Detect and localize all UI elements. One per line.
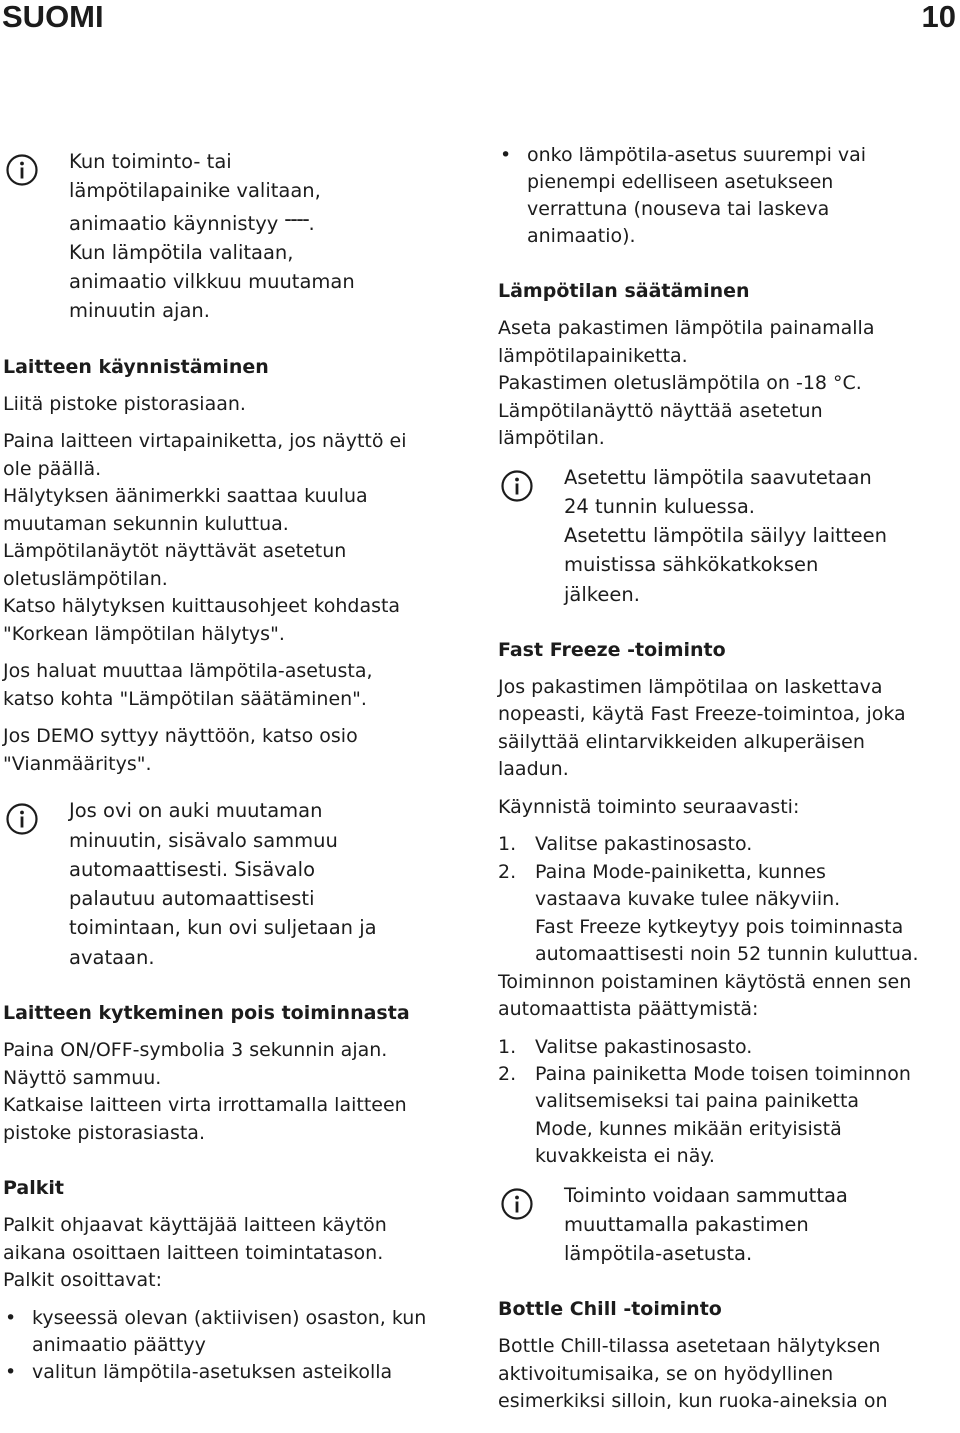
page-header [0, 0, 960, 34]
info-icon [500, 469, 534, 503]
list-item: • valitun lämpötila-asetuksen asteikolla [3, 1359, 468, 1386]
list-item: 2. Paina painiketta Mode toisen toiminnon valitsemiseksi tai paina painiketta Mode, kunnes mikään erityisistä kuvakkeista ei näy. [498, 1062, 911, 1168]
list-item: 2. Paina Mode-painiketta, kunnes vastaava kuvake tulee näkyviin. Fast Freeze kytkeytyy pois toiminnasta automaattisesti noin 52 tunnin kuluttua. [498, 860, 919, 966]
paragraph: Toiminnon poistaminen käytöstä ennen sen automaattista päättymistä: [498, 970, 912, 1021]
section-heading-bottle-chill: Bottle Chill -toiminto [498, 1298, 722, 1321]
left-column [3, 147, 468, 1386]
list-item: • kyseessä olevan (aktiivisen) osaston, kun animaatio päättyy [3, 1305, 468, 1359]
note-line: Kun lämpötila valitaan, [69, 240, 294, 264]
paragraph: Paina laitteen virtapainiketta, jos näyttö ei ole päällä. Hälytyksen äänimerkki saattaa kuulua muutaman sekunnin kuluttua. Lämpötilanäytöt näyttävät asetetun oletuslämpötilan. Katso hälytyksen kuittausohjeet kohdasta "Korkean lämpötilan hälytys". [3, 430, 407, 645]
section-heading-fast-freeze: Fast Freeze -toiminto [498, 638, 726, 661]
note-line: animaatio vilkkuu muutaman [69, 270, 355, 294]
info-note-temperature: Asetettu lämpötila saavutetaan 24 tunnin kuluessa. Asetettu lämpötila säilyy laitteen muistissa sähkökatkoksen jälkeen. [498, 463, 958, 609]
section-heading-bars: Palkit [3, 1177, 64, 1200]
paragraph: Aseta pakastimen lämpötila painamalla lämpötilapainiketta. Pakastimen oletuslämpötila on -18 °C. Lämpötilanäyttö näyttää asetetun lämpötilan. [498, 317, 875, 449]
note-line: minuutin ajan. [69, 299, 210, 323]
right-column [498, 142, 958, 1416]
bullet-list [3, 1305, 468, 1386]
paragraph: Liitä pistoke pistorasiaan. [3, 392, 246, 415]
paragraph: Jos DEMO syttyy näyttöön, katso osio "Vianmääritys". [3, 725, 358, 775]
steps-list [498, 1034, 958, 1171]
language-label: SUOMI [2, 0, 104, 34]
paragraph: Käynnistä toiminto seuraavasti: [498, 795, 800, 818]
info-note-light: Jos ovi on auki muutaman minuutin, sisävalo sammuu automaattisesti. Sisävalo palautuu automaattisesti toimintaan, kun ovi suljetaan ja avataan. [3, 796, 468, 972]
info-icon [5, 802, 39, 836]
paragraph: Paina ON/OFF-symbolia 3 sekunnin ajan. Näyttö sammuu. Katkaise laitteen virta irrottamalla laitteen pistoke pistorasiasta. [3, 1039, 407, 1144]
paragraph: Jos pakastimen lämpötilaa on laskettava nopeasti, käytä Fast Freeze-toimintoa, joka säilyttää elintarvikkeiden alkuperäisen laadun. [498, 675, 906, 781]
note-line: lämpötilapainike valitaan, [69, 179, 321, 203]
info-note-fast-freeze: Toiminto voidaan sammuttaa muuttamalla pakastimen lämpötila-asetusta. [498, 1181, 958, 1269]
paragraph: Palkit ohjaavat käyttäjää laitteen käytön aikana osoittaen laitteen toimintatason. Palkit osoittavat: [3, 1214, 387, 1292]
list-item: 1. Valitse pakastinosasto. [498, 1035, 753, 1058]
paragraph: Bottle Chill-tilassa asetetaan hälytyksen aktivoitumisaika, se on hyödyllinen esimerkiksi silloin, kun ruoka-aineksia on [498, 1335, 888, 1413]
bullet-list [498, 142, 958, 250]
info-note-animation [3, 147, 468, 326]
info-icon [5, 153, 39, 187]
note-line: animaatio käynnistyy ––––. [69, 206, 468, 238]
section-heading-start: Laitteen käynnistäminen [3, 355, 269, 378]
note-line: Kun toiminto- tai [69, 150, 232, 173]
paragraph: Jos haluat muuttaa lämpötila-asetusta, katso kohta "Lämpötilan säätäminen". [3, 660, 373, 710]
steps-list [498, 831, 958, 968]
section-heading-temperature: Lämpötilan säätäminen [498, 280, 750, 302]
list-item: 1. Valitse pakastinosasto. [498, 833, 753, 856]
animation-symbol: –––– [284, 211, 309, 228]
section-heading-off: Laitteen kytkeminen pois toiminnasta [3, 1002, 410, 1025]
info-icon [500, 1187, 534, 1221]
list-item: • onko lämpötila-asetus suurempi vai pienempi edelliseen asetukseen verrattuna (nouseva tai laskeva animaatio). [498, 142, 958, 250]
page-number: 10 [921, 0, 956, 34]
